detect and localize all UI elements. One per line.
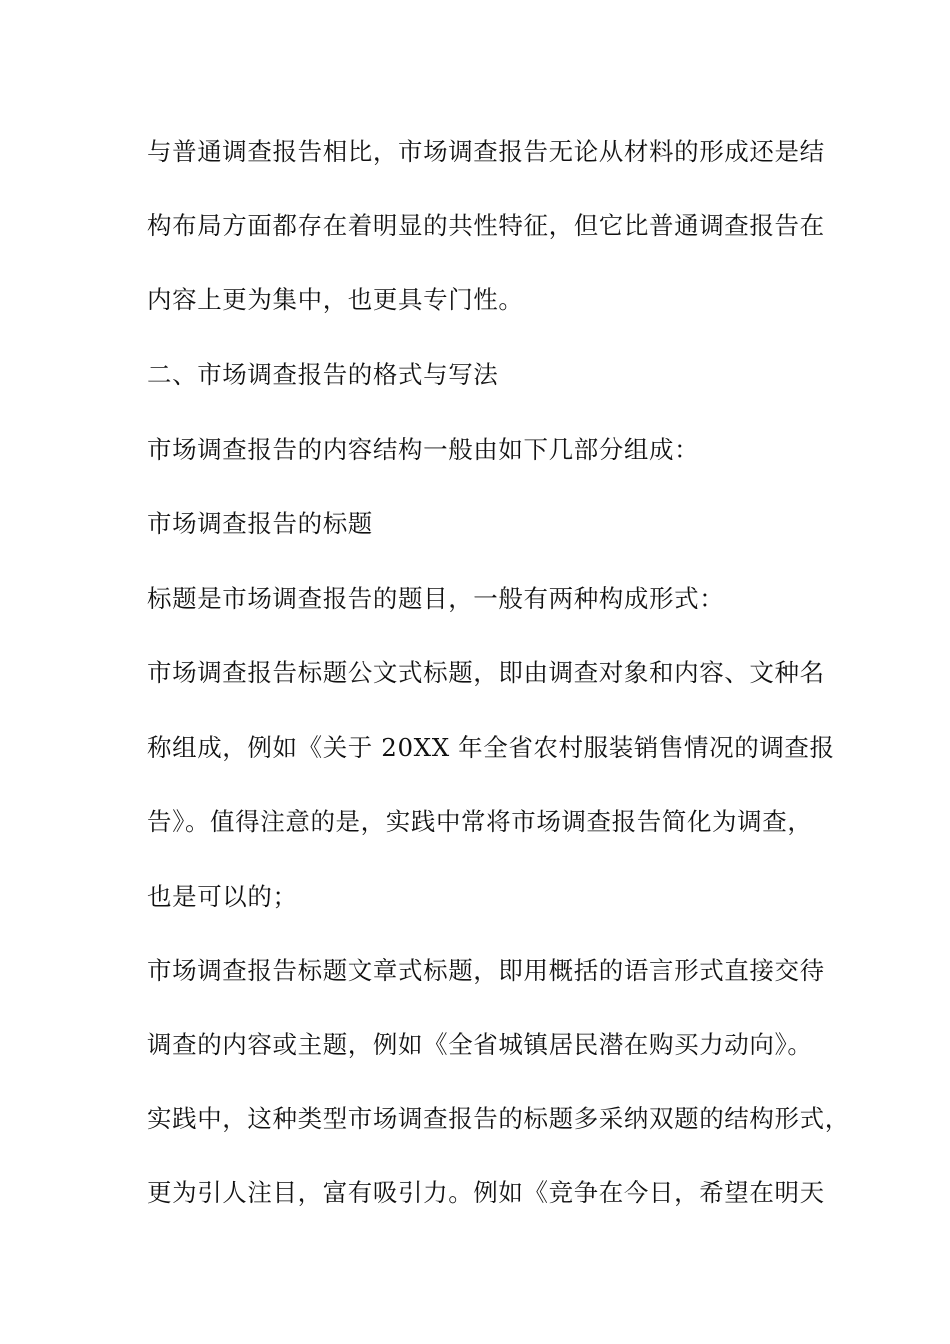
paragraph-line: 市场调查报告的内容结构一般由如下几部分组成：: [147, 435, 700, 464]
section-heading: 二、市场调查报告的格式与写法: [147, 360, 499, 389]
paragraph-line: 称组成，例如《关于 20XX 年全省农村服装销售情况的调查报: [147, 733, 835, 762]
paragraph-line: 告》。值得注意的是，实践中常将市场调查报告简化为调查，: [147, 807, 813, 836]
paragraph-line: 内容上更为集中，也更具专门性。: [147, 285, 524, 314]
paragraph-line: 更为引人注目，富有吸引力。例如《竞争在今日，希望在明天: [147, 1178, 825, 1207]
paragraph-line: 构布局方面都存在着明显的共性特征，但它比普通调查报告在: [147, 211, 825, 240]
paragraph-line: 也是可以的；: [147, 882, 298, 911]
subsection-heading: 市场调查报告的标题: [147, 509, 373, 538]
paragraph-line: 市场调查报告标题文章式标题，即用概括的语言形式直接交待: [147, 956, 825, 985]
paragraph-line: 与普通调查报告相比，市场调查报告无论从材料的形成还是结: [147, 137, 825, 166]
paragraph-line: 标题是市场调查报告的题目，一般有两种构成形式：: [147, 584, 725, 613]
paragraph-line: 实践中，这种类型市场调查报告的标题多采纳双题的结构形式，: [147, 1104, 850, 1133]
paragraph-line: 市场调查报告标题公文式标题，即由调查对象和内容、文种名: [147, 658, 825, 687]
paragraph-line: 调查的内容或主题，例如《全省城镇居民潜在购买力动向》。: [147, 1030, 813, 1059]
